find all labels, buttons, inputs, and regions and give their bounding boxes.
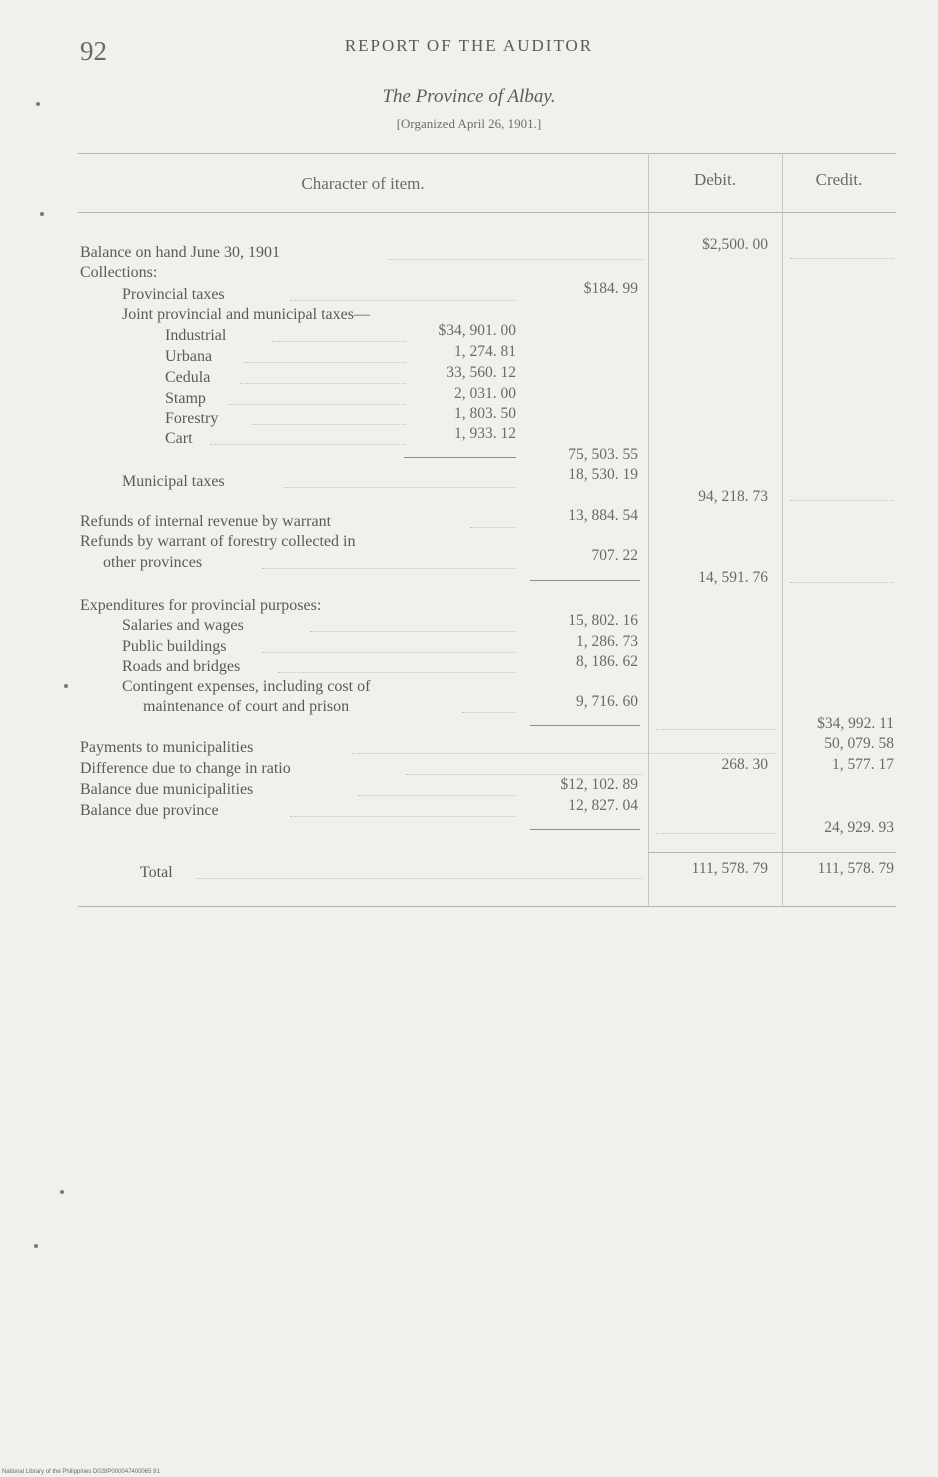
province-title: The Province of Albay. — [382, 86, 556, 107]
joint-item-label: Cedula — [165, 369, 211, 386]
joint-item-amount: $34, 901. 00 — [438, 322, 516, 339]
provincial-taxes-amount: $184. 99 — [583, 280, 638, 297]
joint-taxes-total: 75, 503. 55 — [568, 446, 638, 463]
balance-province-amount: 12, 827. 04 — [568, 797, 638, 814]
header-character-of-item: Character of item. — [301, 174, 425, 193]
balance-municipalities-amount: $12, 102. 89 — [560, 776, 638, 793]
joint-item-amount: 1, 933. 12 — [454, 425, 516, 442]
balance-on-hand-debit: $2,500. 00 — [702, 236, 768, 253]
dot-leader — [278, 672, 516, 673]
contingent-expenses-label-cont: maintenance of court and prison — [143, 698, 350, 715]
refunds-forestry-label-cont: other provinces — [103, 554, 203, 571]
dot-leader — [310, 631, 516, 632]
contingent-expenses-amount: 9, 716. 60 — [576, 693, 638, 710]
total-rule — [648, 852, 896, 853]
balance-on-hand-label: Balance on hand June 30, 1901 — [80, 244, 280, 261]
scan-speck — [36, 102, 40, 106]
debit-column-divider — [648, 153, 649, 906]
contingent-expenses-label: Contingent expenses, including cost of — [122, 678, 371, 695]
joint-item-label: Forestry — [165, 410, 219, 427]
refunds-forestry-label: Refunds by warrant of forestry collected in — [80, 533, 356, 550]
credit-blank-leader — [790, 582, 894, 583]
collections-debit-total: 94, 218. 73 — [698, 488, 768, 505]
dot-leader — [388, 259, 644, 260]
collections-label: Collections: — [80, 264, 158, 281]
expenditure-item-label: Roads and bridges — [122, 658, 241, 675]
payments-to-municipalities-label: Payments to municipalities — [80, 739, 254, 756]
dot-leader — [196, 878, 642, 879]
scan-speck — [40, 212, 44, 216]
header-debit: Debit. — [693, 170, 737, 189]
table-top-rule — [78, 153, 896, 154]
debit-blank-leader — [656, 833, 776, 834]
difference-credit: 1, 577. 17 — [832, 756, 894, 773]
dot-leader — [228, 404, 406, 405]
dot-leader — [352, 753, 776, 754]
balance-municipalities-label: Balance due municipalities — [80, 781, 254, 798]
payments-credit: 50, 079. 58 — [824, 735, 894, 752]
refunds-debit-total: 14, 591. 76 — [698, 569, 768, 586]
subtotal-rule — [530, 829, 640, 830]
dot-leader — [262, 652, 516, 653]
joint-item-label: Stamp — [165, 390, 206, 407]
joint-item-label: Urbana — [165, 348, 213, 365]
joint-item-amount: 2, 031. 00 — [454, 385, 516, 402]
total-credit: 111, 578. 79 — [817, 860, 894, 877]
scan-speck — [64, 684, 68, 688]
expenditure-item-amount: 1, 286. 73 — [576, 633, 638, 650]
refunds-internal-amount: 13, 884. 54 — [568, 507, 638, 524]
joint-item-amount: 1, 274. 81 — [454, 343, 516, 360]
credit-blank-leader — [790, 258, 894, 259]
municipal-taxes-amount: 18, 530. 19 — [568, 466, 638, 483]
provincial-taxes-label: Provincial taxes — [122, 286, 225, 303]
running-head: REPORT OF THE AUDITOR — [344, 36, 594, 55]
library-credit: National Library of the Philippines D028P000047400065 91 — [2, 1469, 160, 1475]
debit-blank-leader — [656, 729, 776, 730]
header-credit: Credit. — [815, 170, 863, 189]
dot-leader — [244, 362, 406, 363]
difference-label: Difference due to change in ratio — [80, 760, 291, 777]
refunds-forestry-amount: 707. 22 — [591, 547, 638, 564]
dot-leader — [252, 424, 406, 425]
expenditures-label: Expenditures for provincial purposes: — [80, 597, 322, 614]
dot-leader — [284, 487, 516, 488]
expenditure-item-label: Public buildings — [122, 638, 227, 655]
dot-leader — [210, 444, 406, 445]
balances-credit-total: 24, 929. 93 — [824, 819, 894, 836]
dot-leader — [240, 383, 406, 384]
dot-leader — [406, 774, 642, 775]
balance-province-label: Balance due province — [80, 802, 219, 819]
total-label: Total — [140, 864, 173, 881]
joint-item-amount: 1, 803. 50 — [454, 405, 516, 422]
joint-item-label: Industrial — [165, 327, 227, 344]
dot-leader — [272, 341, 406, 342]
scan-speck — [60, 1190, 64, 1194]
expenditure-item-amount: 15, 802. 16 — [568, 612, 638, 629]
header-bottom-rule — [78, 212, 896, 213]
dot-leader — [462, 712, 516, 713]
credit-blank-leader — [790, 500, 894, 501]
page-number: 92 — [80, 36, 107, 66]
dot-leader — [470, 527, 516, 528]
expenditure-item-label: Salaries and wages — [122, 617, 244, 634]
expenditures-credit-total: $34, 992. 11 — [817, 715, 894, 732]
scan-speck — [34, 1244, 38, 1248]
organized-date: [Organized April 26, 1901.] — [396, 116, 542, 131]
table-bottom-rule — [78, 906, 896, 907]
dot-leader — [262, 568, 516, 569]
refunds-internal-label: Refunds of internal revenue by warrant — [80, 513, 332, 530]
dot-leader — [358, 795, 516, 796]
subtotal-rule — [530, 580, 640, 581]
dot-leader — [290, 300, 516, 301]
joint-taxes-label: Joint provincial and municipal taxes— — [122, 306, 370, 323]
subtotal-rule — [530, 725, 640, 726]
expenditure-item-amount: 8, 186. 62 — [576, 653, 638, 670]
joint-item-label: Cart — [165, 430, 193, 447]
total-debit: 111, 578. 79 — [691, 860, 768, 877]
joint-item-amount: 33, 560. 12 — [446, 364, 516, 381]
difference-debit: 268. 30 — [721, 756, 768, 773]
subtotal-rule — [404, 457, 516, 458]
dot-leader — [290, 816, 516, 817]
credit-column-divider — [782, 153, 783, 906]
municipal-taxes-label: Municipal taxes — [122, 473, 225, 490]
